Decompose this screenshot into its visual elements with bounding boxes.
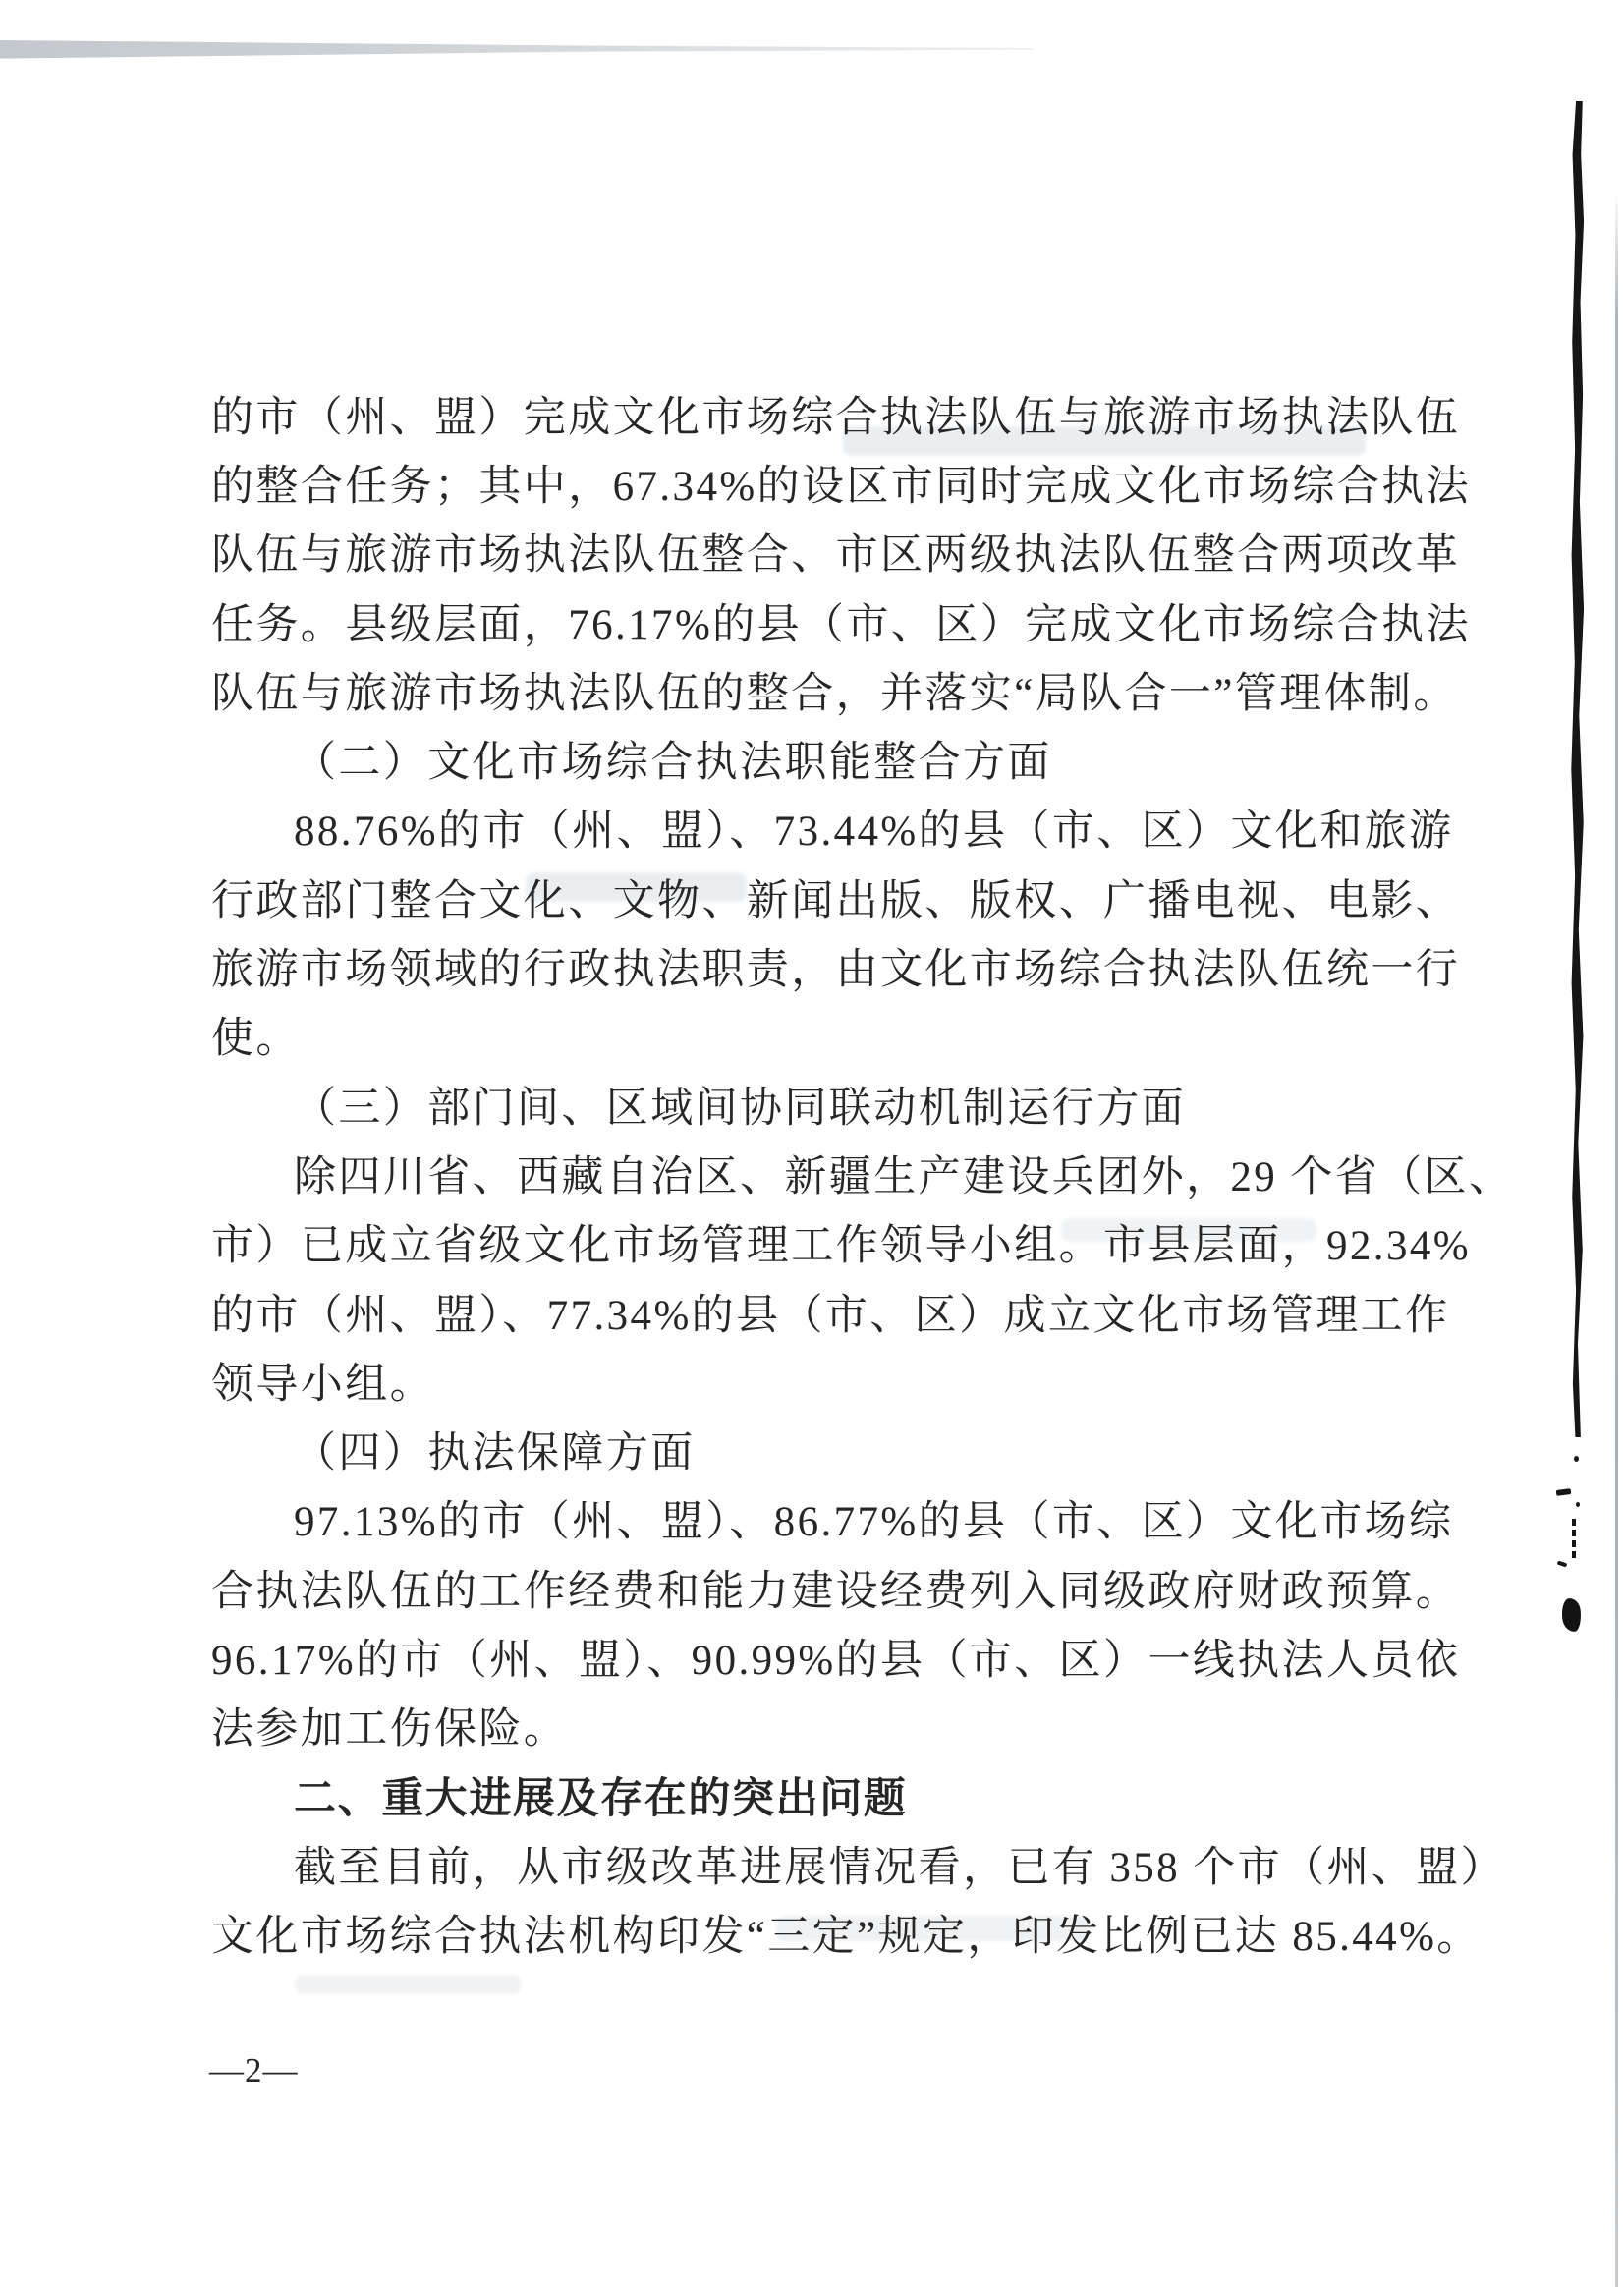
text-line: 88.76%的市（州、盟）、73.44%的县（市、区）文化和旅游 bbox=[294, 809, 1454, 856]
text-line: 使。 bbox=[211, 1016, 301, 1063]
text-line: 的整合任务；其中，67.34%的设区市同时完成文化市场综合执法 bbox=[211, 463, 1471, 510]
scan-dot-artifact bbox=[1576, 1502, 1580, 1507]
text-line: 除四川省、西藏自治区、新疆生产建设兵团外，29 个省（区、 bbox=[294, 1153, 1514, 1200]
text-line: 合执法队伍的工作经费和能力建设经费列入同级政府财政预算。 bbox=[211, 1568, 1461, 1615]
scan-dashed-line-artifact bbox=[1572, 1519, 1576, 1558]
scan-dash-artifact bbox=[1556, 1488, 1572, 1496]
scan-bar-tail-dot-artifact bbox=[1574, 1456, 1579, 1462]
text-line: 截至目前，从市级改革进展情况看，已有 358 个市（州、盟） bbox=[294, 1844, 1505, 1891]
text-line: 队伍与旅游市场执法队伍整合、市区两级执法队伍整合两项改革 bbox=[211, 532, 1461, 580]
text-line: 任务。县级层面，76.17%的县（市、区）完成文化市场综合执法 bbox=[211, 601, 1471, 648]
scan-edge-line-artifact bbox=[1615, 192, 1618, 2287]
text-line: 文化市场综合执法机构印发“三定”规定，印发比例已达 85.44%。 bbox=[211, 1914, 1482, 1961]
text-line: 领导小组。 bbox=[211, 1361, 434, 1408]
text-line: （三）部门间、区域间协同联动机制运行方面 bbox=[294, 1085, 1186, 1132]
text-line: 的市（州、盟）、77.34%的县（市、区）成立文化市场管理工作 bbox=[211, 1292, 1450, 1339]
text-line: 97.13%的市（州、盟）、86.77%的县（市、区）文化市场综 bbox=[294, 1499, 1454, 1546]
text-line: （二）文化市场综合执法职能整合方面 bbox=[294, 740, 1052, 787]
scan-blob-artifact bbox=[1561, 1597, 1582, 1632]
scan-tick-artifact bbox=[1557, 1561, 1568, 1568]
text-line: 旅游市场领域的行政执法职责，由文化市场综合执法队伍统一行 bbox=[211, 947, 1461, 994]
text-line: 市）已成立省级文化市场管理工作领导小组。市县层面，92.34% bbox=[211, 1223, 1471, 1270]
text-line: 法参加工伤保险。 bbox=[211, 1706, 569, 1754]
scan-smudge bbox=[295, 1975, 521, 1994]
scan-black-bar-artifact bbox=[1570, 101, 1586, 1437]
text-line: 行政部门整合文化、文物、新闻出版、版权、广播电视、电影、 bbox=[211, 877, 1461, 924]
text-line: 队伍与旅游市场执法队伍的整合，并落实“局队合一”管理体制。 bbox=[211, 670, 1458, 717]
text-block bbox=[211, 379, 1514, 1968]
text-line: 96.17%的市（州、盟）、90.99%的县（市、区）一线执法人员依 bbox=[211, 1637, 1461, 1684]
text-line: （四）执法保障方面 bbox=[294, 1430, 696, 1478]
scan-streak-top-artifact bbox=[0, 39, 1034, 59]
text-line: 的市（州、盟）完成文化市场综合执法队伍与旅游市场执法队伍 bbox=[211, 394, 1461, 441]
page-number: —2— bbox=[209, 2051, 299, 2090]
text-line: 二、重大进展及存在的突出问题 bbox=[294, 1774, 908, 1822]
